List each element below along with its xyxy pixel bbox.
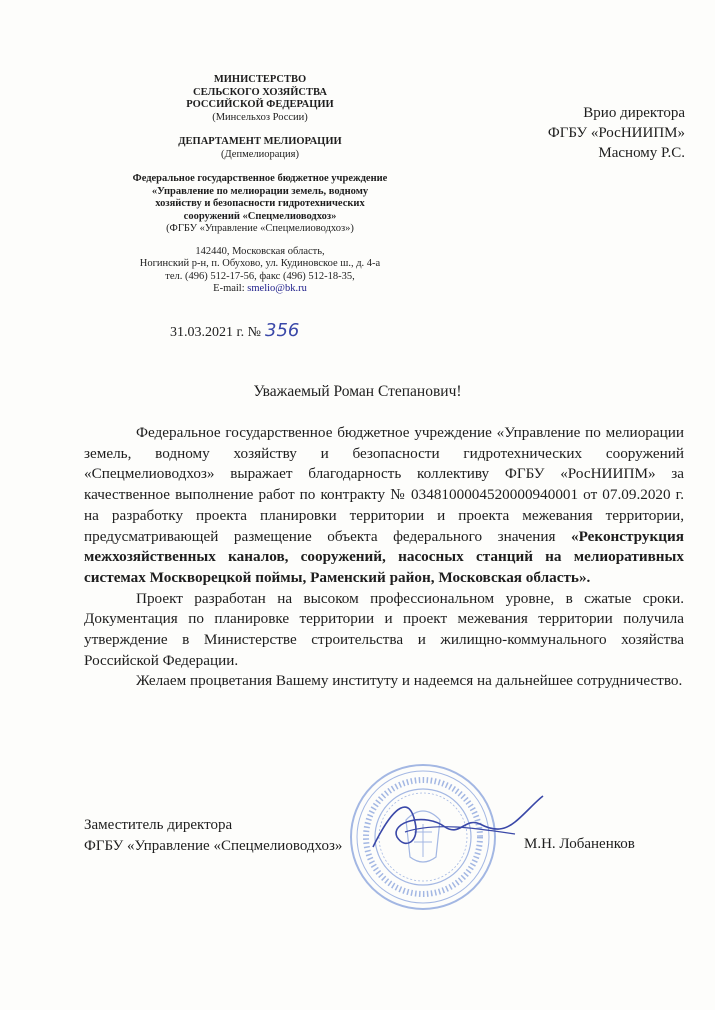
signer-title-line-2: ФГБУ «Управление «Спецмелиоводхоз» [84, 838, 343, 854]
addressee-line-1: Врио директора [583, 105, 685, 121]
letterhead [100, 74, 420, 296]
ministry-line-2: СЕЛЬСКОГО ХОЗЯЙСТВА [193, 86, 327, 98]
paragraph-2: Проект разработан на высоком профессиональном уровне, в сжатые сроки. Документация по планировке территории и проект межевания территории получила утверждение в Министерстве строительства и жилищно-коммунального хозяйства Российской Федерации. [84, 589, 684, 669]
ministry-short-name: (Минсельхоз России) [212, 111, 308, 123]
handwritten-signature [365, 792, 550, 862]
outgoing-date-number [170, 320, 299, 341]
email-label: E-mail: [213, 283, 248, 294]
phone-line: тел. (496) 512-17-56, факс (496) 512-18-35, [165, 270, 355, 282]
org-line-3: хозяйству и безопасности гидротехнических [155, 198, 365, 209]
paragraph-3: Желаем процветания Вашему институту и надеемся на дальнейшее сотрудничество. [136, 672, 683, 690]
addressee-block [548, 103, 685, 163]
department-short-name: (Депмелиорация) [221, 148, 299, 160]
paragraph-1 [84, 423, 684, 589]
email-link[interactable]: smelio@bk.ru [247, 283, 307, 294]
ministry-line-3: РОССИЙСКОЙ ФЕДЕРАЦИИ [186, 99, 334, 110]
addressee-line-2: ФГБУ «РосНИИПМ» [547, 125, 685, 141]
address-line-1: 142440, Московская область, [195, 245, 325, 257]
org-line-2: «Управление по мелиорации земель, водному [151, 185, 369, 197]
signature-block [84, 815, 342, 857]
org-short-name: (ФГБУ «Управление «Спецмелиоводхоз») [166, 223, 354, 234]
org-line-1: Федеральное государственное бюджетное учреждение [132, 173, 388, 184]
project-title: «Реконструкция межхозяйственных каналов, сооружений, насосных станций на мелиоративных системах Москворецкой поймы, Раменский район, Московская область». [84, 527, 684, 586]
signer-name: М.Н. Лобаненков [524, 836, 635, 852]
org-line-4: сооружений «Спецмелиоводхоз» [183, 210, 337, 222]
letter-body [84, 423, 684, 692]
department-name: ДЕПАРТАМЕНТ МЕЛИОРАЦИИ [178, 136, 342, 147]
paragraph-1-text: Федеральное государственное бюджетное учреждение «Управление по мелиорации земель, водному хозяйству и безопасности гидротехнических сооружений «Спецмелиоводхоз» выражает благодарность коллективу ФГБУ «РосНИИПМ» за качественное выполнение работ по контракту № 0348100004520000940001 от 07.09.2020 г. на разработку проекта планировки территории и проекта межевания территории, предусматривающей размещение объекта федерального значения [84, 424, 684, 545]
ministry-line-1: МИНИСТЕРСТВО [213, 74, 307, 85]
date-text: 31.03.2021 г. № [170, 325, 262, 340]
address-line-2: Ногинский р-н, п. Обухово, ул. Кудиновское ш., д. 4-а [139, 258, 381, 269]
addressee-line-3: Масному Р.С. [598, 145, 685, 161]
email-line [100, 283, 420, 296]
signer-title-line-1: Заместитель директора [84, 817, 233, 833]
handwritten-number: 356 [265, 320, 300, 341]
greeting: Уважаемый Роман Степанович! [253, 383, 462, 400]
